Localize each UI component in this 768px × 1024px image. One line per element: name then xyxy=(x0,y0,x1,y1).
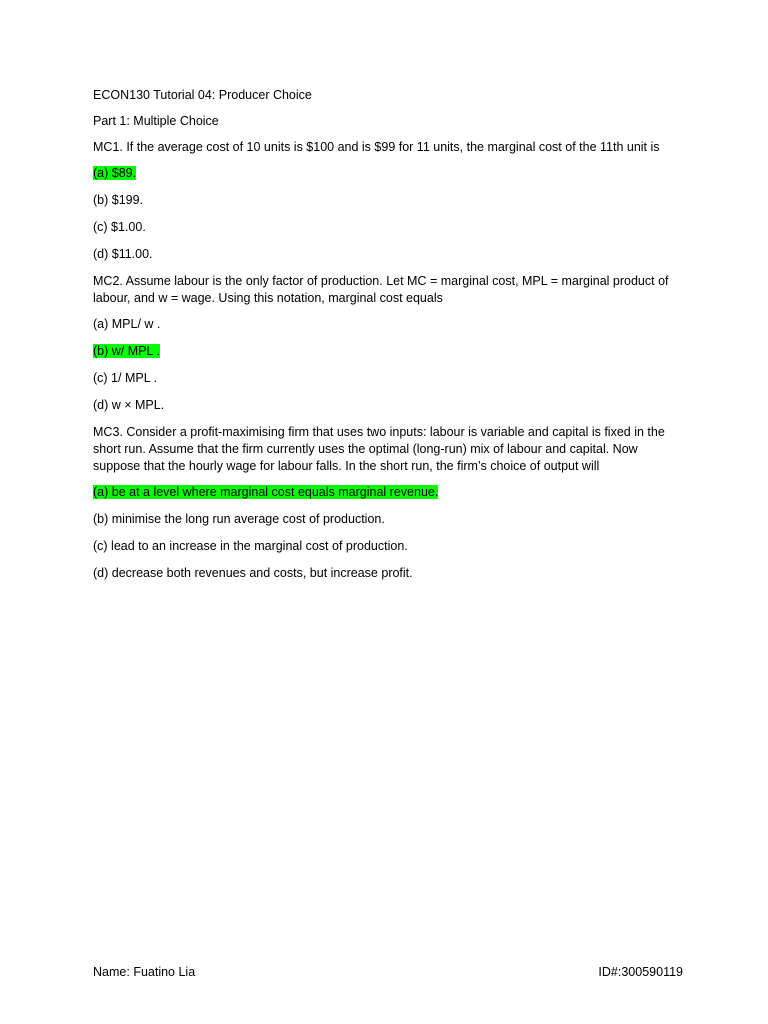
answer-option-a: (a) MPL/ w . xyxy=(93,317,161,331)
question-mc2 xyxy=(93,273,683,414)
document-title: ECON130 Tutorial 04: Producer Choice xyxy=(93,88,312,102)
question-mc1 xyxy=(93,139,683,263)
answer-option-b: (b) minimise the long run average cost of production. xyxy=(93,512,385,526)
answer-option-c: (c) $1.00. xyxy=(93,220,146,234)
question-stem: MC3. Consider a profit-maximising firm that uses two inputs: labour is variable and capital is fixed in the short run. Assume that the firm currently uses the optimal (long-run) mix of labour and capital. Now suppose that the hourly wage for labour falls. In the short run, the firm’s choice of output will xyxy=(93,425,665,473)
page-footer xyxy=(93,964,683,981)
answer-option-a xyxy=(93,165,683,182)
student-id xyxy=(598,964,683,981)
answer-option-c: (c) 1/ MPL . xyxy=(93,371,158,385)
document-page xyxy=(93,87,683,592)
answer-option-b: (b) $199. xyxy=(93,193,144,207)
answer-option-d: (d) w × MPL. xyxy=(93,398,165,412)
answer-option-d: (d) $11.00. xyxy=(93,247,153,261)
highlighted-answer: (a) be at a level where marginal cost equals marginal revenue. xyxy=(93,485,439,499)
id-label: ID#: xyxy=(598,965,622,979)
highlighted-answer: (b) w/ MPL . xyxy=(93,344,160,358)
student-name xyxy=(93,964,195,981)
answer-option-c: (c) lead to an increase in the marginal cost of production. xyxy=(93,539,408,553)
name-value: Fuatino Lia xyxy=(133,965,196,979)
part-heading: Part 1: Multiple Choice xyxy=(93,114,219,128)
answer-option-d: (d) decrease both revenues and costs, but increase profit. xyxy=(93,566,413,580)
name-label: Name: xyxy=(93,965,130,979)
highlighted-answer: (a) $89. xyxy=(93,166,137,180)
answer-option-a xyxy=(93,484,683,501)
answer-option-b xyxy=(93,343,683,360)
question-stem: MC1. If the average cost of 10 units is $100 and is $99 for 11 units, the marginal cost of the 11th unit is xyxy=(93,140,660,154)
id-value: 300590119 xyxy=(621,965,683,979)
question-mc3 xyxy=(93,424,683,582)
question-stem: MC2. Assume labour is the only factor of production. Let MC = marginal cost, MPL = marginal product of labour, and w = wage. Using this notation, marginal cost equals xyxy=(93,274,669,305)
